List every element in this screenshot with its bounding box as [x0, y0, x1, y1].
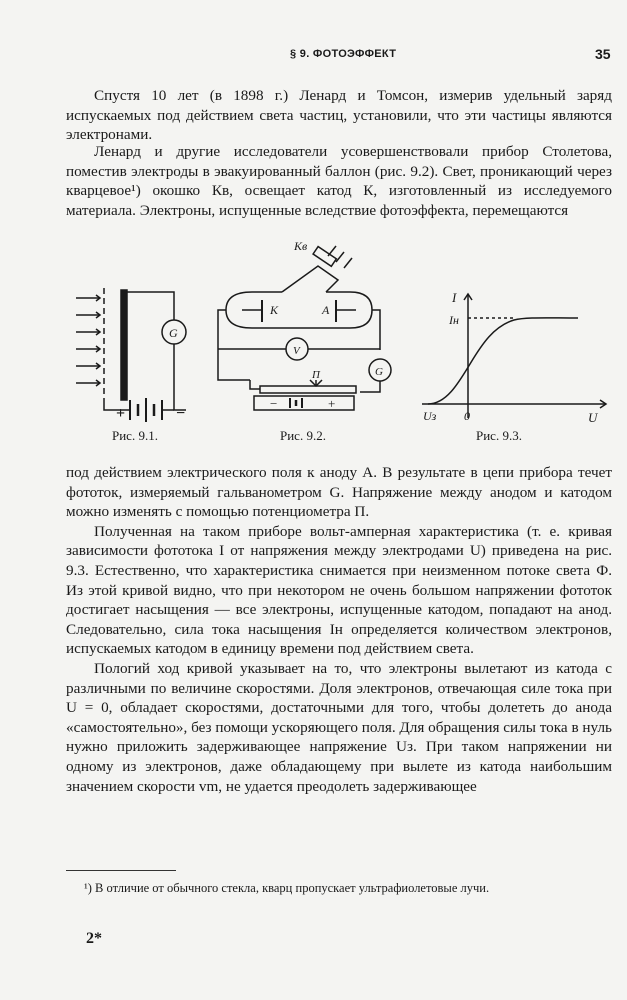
fig1-galvanometer-label: G — [169, 326, 178, 340]
text-continuation — [66, 463, 612, 796]
paragraph-text: Пологий ход кривой указывает на то, что электроны вылетают из катода с различными по величине скоростями. Доля электронов, отвечающая силе тока при U = 0, обладает скоростями, достаточными для того, чтобы долететь до анода «самостоятельно», без помощи ускоряющего поля. Для обращения силы тока в нуль нужно приложить задерживающее напряжение Uз. При таком напряжении ни одному из электронов, даже обладающему при вылете из катода наибольшим значением скорости vm, не удается преодолеть задерживающее — [66, 659, 612, 795]
fig2-cathode-label: К — [270, 303, 278, 317]
fig3-retarding-label: Uз — [423, 409, 437, 423]
paragraph-text: Спустя 10 лет (в 1898 г.) Ленард и Томсон, измерив удельный заряд испускаемых под действием света частиц, установили, что эти частицы являются электронами. — [66, 87, 612, 144]
fig1-plus: + — [116, 405, 126, 422]
fig3-caption: Рис. 9.3. — [476, 428, 522, 443]
fig2-voltmeter-label: V — [293, 345, 300, 357]
footnote-rule — [66, 870, 176, 871]
fig3-x-label: U — [588, 410, 598, 425]
footnote-text: ¹) В отличие от обычного стекла, кварц пропускает ультрафиолетовые лучи. — [84, 881, 490, 895]
iv-curve — [428, 318, 578, 404]
fig3-origin-label: 0 — [464, 409, 470, 423]
fig3-saturation-label: Iн — [449, 313, 459, 327]
potentiometer-icon — [260, 386, 356, 393]
fig2-minus: − — [270, 396, 278, 411]
running-title: § 9. ФОТОЭФФЕКТ — [290, 48, 397, 60]
page-header — [0, 48, 627, 68]
figure-9-2 — [218, 246, 391, 410]
fig2-plus: + — [328, 396, 336, 411]
figures-drawing — [66, 240, 612, 450]
paragraph-1 — [66, 86, 612, 145]
paragraph-2 — [66, 142, 612, 220]
paragraph-text: Ленард и другие исследователи усовершенствовали прибор Столетова, поместив электроды в эвакуированный баллон (рис. 9.2). Свет, проникающий через кварцевое¹) окошко Кв, освещает катод К, изготовленный из исследуемого материала. Электроны, испущенные вследствие фотоэффекта, перемещаются — [66, 143, 612, 219]
page-number: 35 — [595, 46, 611, 62]
fig3-y-label: I — [452, 290, 457, 305]
figures-row — [66, 240, 612, 450]
footnote — [66, 880, 612, 897]
fig2-caption: Рис. 9.2. — [280, 428, 326, 443]
light-rays — [76, 295, 100, 386]
fig2-anode-label: А — [322, 303, 330, 317]
signature-mark: 2* — [86, 930, 102, 947]
fig2-potentiometer-label: П — [312, 369, 320, 381]
fig2-galvanometer-label: G — [375, 366, 383, 378]
fig1-caption: Рис. 9.1. — [112, 428, 158, 443]
paragraph-text: Полученная на таком приборе вольт-амперная характеристика (т. е. кривая зависимости фототока I от напряжения между электродами U) приведена на рис. 9.3. Естественно, что характеристика снимается при неизменном потоке света Ф. Из этой кривой видно, что при некотором не очень большом напряжении фототок достигает насыщения — все электроны, испущенные катодом, попадают на анод. Следовательно, сила тока насыщения Iн определяется количеством электронов, испускаемых катодом в единицу времени под действием света. — [66, 522, 612, 658]
fig1-minus: − — [176, 405, 186, 422]
figure-9-1 — [76, 288, 186, 422]
fig2-window-label: Кв — [294, 240, 308, 253]
paragraph-text: под действием электрического поля к аноду А. В результате в цепи прибора течет фототок, измеряемый гальванометром G. Напряжение между анодом и катодом можно изменять с помощью потенциометра П. — [66, 464, 612, 521]
